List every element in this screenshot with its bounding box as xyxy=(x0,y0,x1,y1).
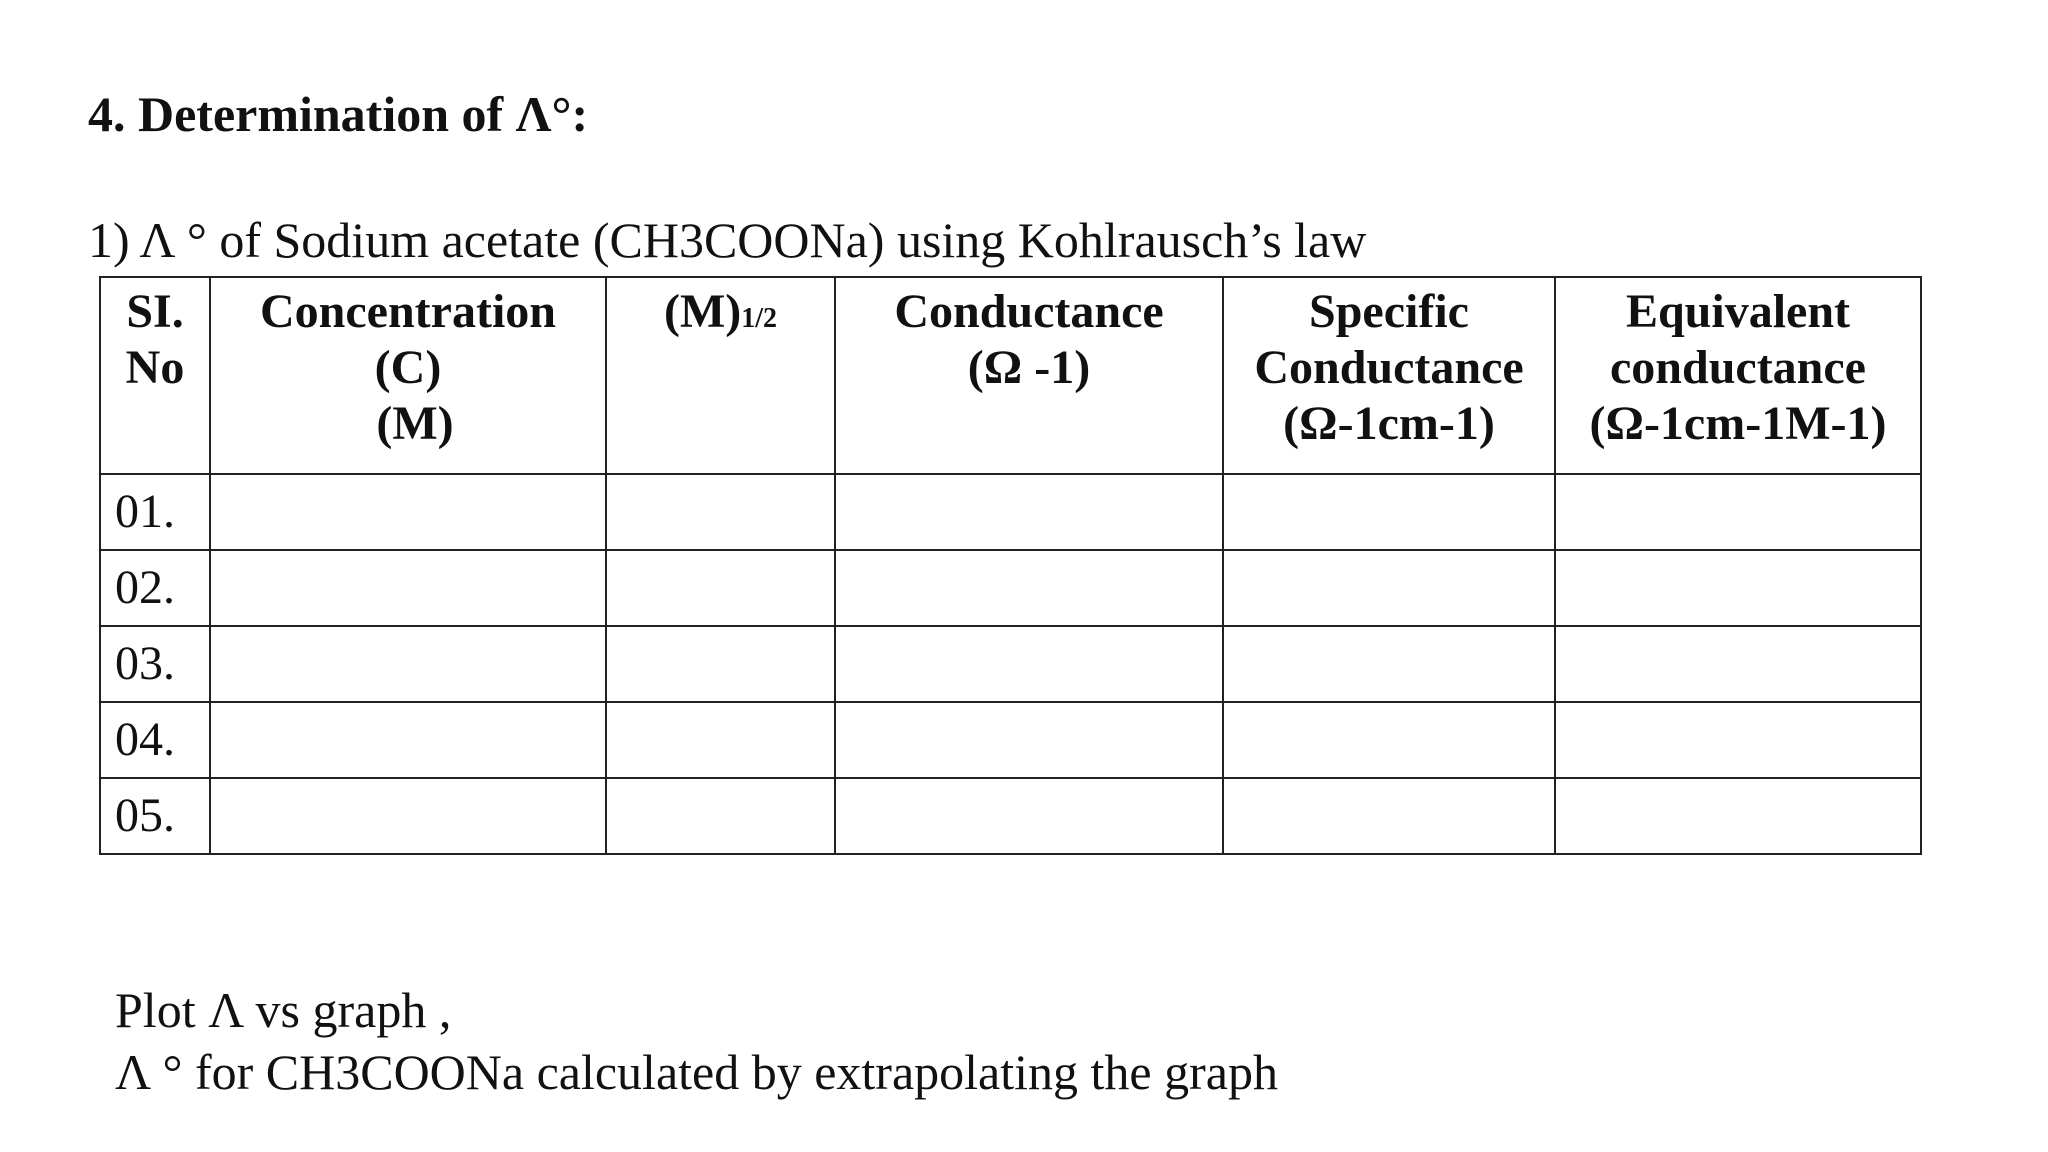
extrapolation-instruction: Λ ° for CH3COONa calculated by extrapolating the graph xyxy=(115,1044,1278,1100)
conductance-cell xyxy=(835,474,1223,550)
table-header-row xyxy=(100,277,1921,474)
specific-conductance-cell xyxy=(1223,474,1555,550)
concentration-cell xyxy=(210,778,606,854)
table-row xyxy=(100,550,1921,626)
conductance-cell xyxy=(835,778,1223,854)
sl-no-cell: 02. xyxy=(100,550,210,626)
equivalent-conductance-cell xyxy=(1555,474,1921,550)
sl-no-cell: 05. xyxy=(100,778,210,854)
equivalent-conductance-cell xyxy=(1555,778,1921,854)
table-row xyxy=(100,626,1921,702)
sqrt-concentration-cell xyxy=(606,778,835,854)
sqrt-concentration-cell xyxy=(606,474,835,550)
concentration-cell xyxy=(210,474,606,550)
header-equivalent-conductance: Equivalent conductance (Ω-1cm-1M-1) xyxy=(1555,277,1921,474)
section-heading: 4. Determination of Λ°: xyxy=(88,86,589,142)
header-specific-conductance: Specific Conductance (Ω-1cm-1) xyxy=(1223,277,1555,474)
subsection-heading: 1) Λ ° of Sodium acetate (CH3COONa) using Kohlrausch’s law xyxy=(88,212,1367,268)
table-row xyxy=(100,778,1921,854)
equivalent-conductance-cell xyxy=(1555,626,1921,702)
conductance-table xyxy=(99,276,1922,855)
specific-conductance-cell xyxy=(1223,778,1555,854)
table-row xyxy=(100,702,1921,778)
header-sqrt-concentration: (M)1/2 xyxy=(606,277,835,474)
conductance-cell xyxy=(835,550,1223,626)
concentration-cell xyxy=(210,702,606,778)
sqrt-concentration-cell xyxy=(606,550,835,626)
header-sl-no: SI. No xyxy=(100,277,210,474)
conductance-cell xyxy=(835,702,1223,778)
plot-instruction: Plot Λ vs graph , xyxy=(115,982,452,1038)
equivalent-conductance-cell xyxy=(1555,550,1921,626)
specific-conductance-cell xyxy=(1223,550,1555,626)
table-row xyxy=(100,474,1921,550)
equivalent-conductance-cell xyxy=(1555,702,1921,778)
sl-no-cell: 01. xyxy=(100,474,210,550)
concentration-cell xyxy=(210,626,606,702)
sl-no-cell: 04. xyxy=(100,702,210,778)
specific-conductance-cell xyxy=(1223,702,1555,778)
header-concentration: Concentration (C) (M) xyxy=(210,277,606,474)
header-conductance: Conductance (Ω -1) xyxy=(835,277,1223,474)
sqrt-concentration-cell xyxy=(606,702,835,778)
specific-conductance-cell xyxy=(1223,626,1555,702)
sqrt-concentration-cell xyxy=(606,626,835,702)
sl-no-cell: 03. xyxy=(100,626,210,702)
conductance-cell xyxy=(835,626,1223,702)
concentration-cell xyxy=(210,550,606,626)
